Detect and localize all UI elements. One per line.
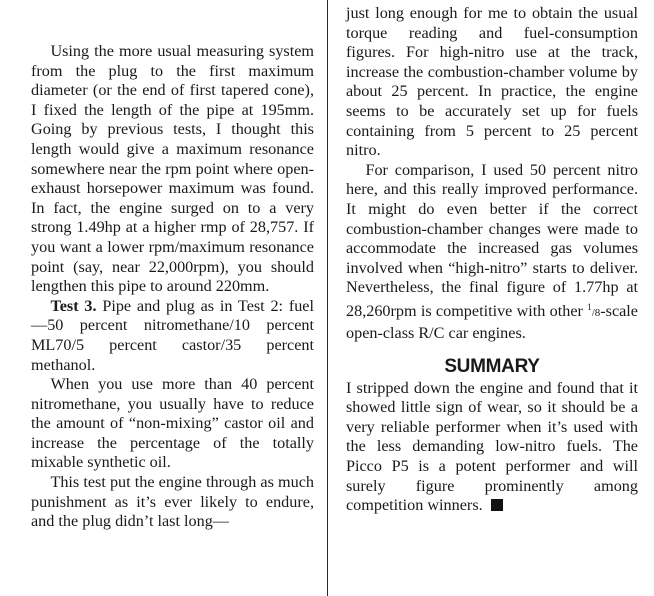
test3-label: Test 3. [50, 296, 97, 315]
summary-heading: SUMMARY [444, 356, 540, 378]
paragraph-summary [346, 379, 638, 516]
paragraph-nitromethane: When you use more than 40 percent nitromethane, you usually have to reduce the amount of “non-mixing” castor oil and increase the percentage of the totally mixable synthetic oil. [31, 375, 314, 472]
fraction-numerator: 1 [587, 301, 592, 312]
fraction-denominator: /8 [591, 306, 601, 319]
paragraph-measuring: Using the more usual measuring system from the plug to the first maximum diameter (or the end of first tapered cone), I fixed the length of the pipe at 195mm. Going by previous tests, I thought this length would give a maximum resonance somewhere near the rpm point where open-exhaust horsepower maximum was found. In fact, the engine surged on to a very strong 1.49hp at a higher rmp of 28,757. If you want a lower rpm/maximum resonance point (say, near 22,000rpm), you should lengthen this pipe to around 220mm. [31, 42, 314, 296]
right-column [346, 4, 638, 516]
left-column [31, 42, 314, 532]
test3-text: Pipe and plug as in Test 2: fuel—50 percent nitromethane/10 percent ML70/5 percent castor/35 percent methanol. [31, 296, 314, 374]
comparison-text-end: -scale open-class R/C car engines. [346, 301, 638, 342]
comparison-text: For comparison, I used 50 percent nitro here, and this really improved performance. It might do even better if the correct combustion-chamber changes were made to accommodate the increased gas volumes involved when “high-nitro” starts to deliver. Nevertheless, the final figure of 1.77hp at 28,260rpm is competitive with other [346, 160, 638, 320]
end-of-article-mark [491, 499, 503, 511]
paragraph-torque: just long enough for me to obtain the usual torque reading and fuel-consumption figures. For high-nitro use at the track, increase the combustion-chamber volume by about 25 percent. In practice, the engine seems to be accurately set up for fuels containing from 5 percent to 25 percent nitro. [346, 4, 638, 160]
summary-text: I stripped down the engine and found that it showed little sign of wear, so it should be a very reliable performer when it’s used with the less demanding low-nitro fuels. The Picco P5 is a potent performer and will surely figure prominently among competition winners. [346, 378, 638, 515]
paragraph-comparison [346, 161, 638, 343]
paragraph-punishment: This test put the engine through as much punishment as it’s ever likely to endure, and the plug didn’t last long— [31, 473, 314, 531]
column-divider [327, 0, 328, 596]
paragraph-test3 [31, 297, 314, 375]
